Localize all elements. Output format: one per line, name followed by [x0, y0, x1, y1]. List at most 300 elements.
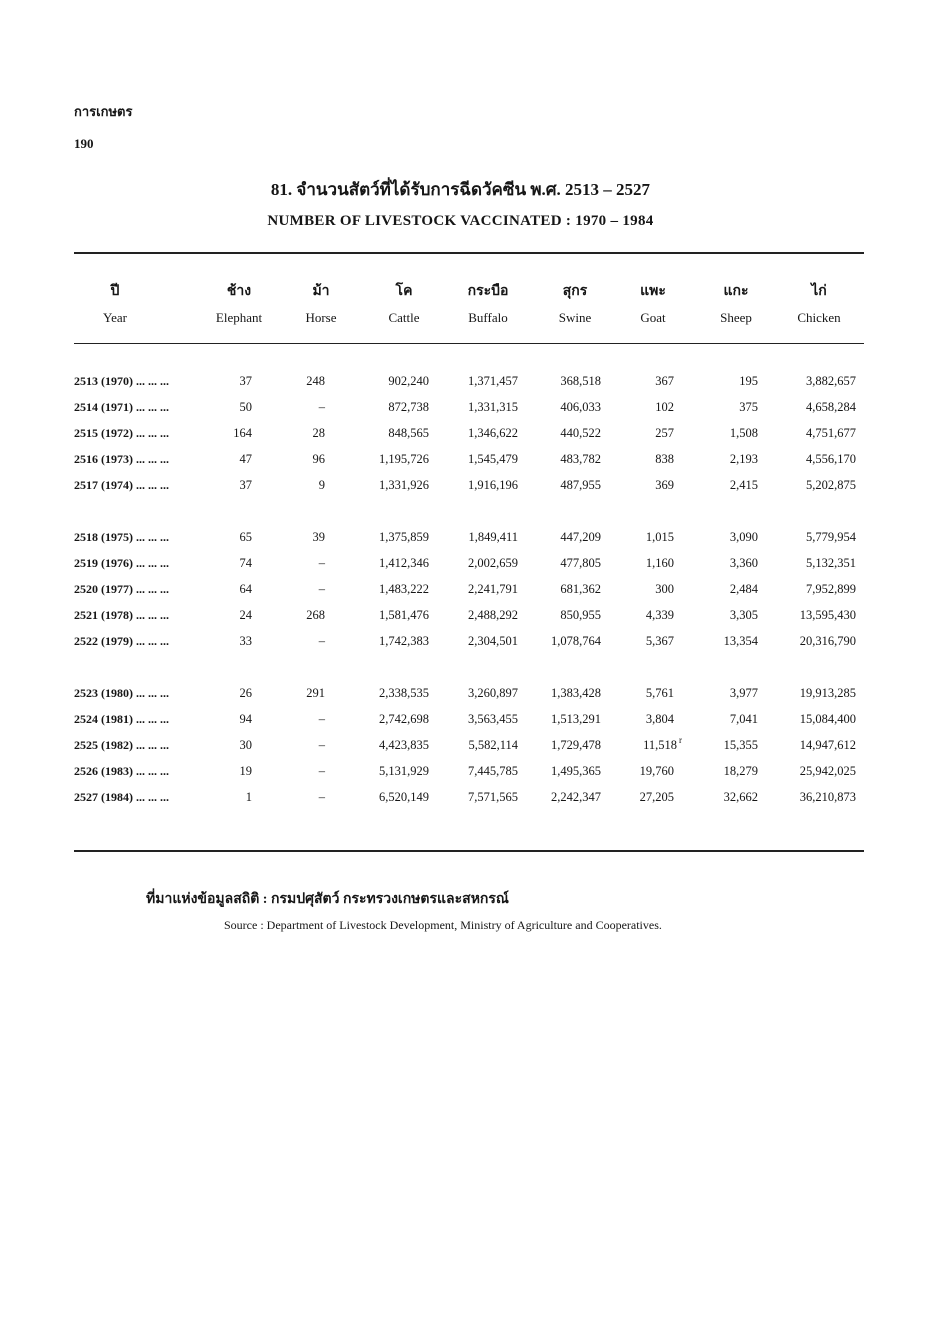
cell-chicken — [806, 426, 856, 441]
cell-cattle-value: 1,195,726 — [379, 452, 429, 466]
cell-elephant — [240, 452, 253, 467]
cell-swine — [551, 634, 601, 649]
cell-horse — [319, 634, 325, 649]
cell-horse — [313, 426, 326, 441]
cell-horse-value: 39 — [312, 530, 325, 544]
table-row — [74, 582, 864, 608]
cell-sheep-value: 2,193 — [729, 452, 758, 466]
cell-buffalo — [468, 738, 518, 753]
cell-elephant-value: 50 — [239, 400, 252, 414]
cell-sheep — [724, 790, 758, 805]
cell-buffalo — [468, 764, 518, 779]
cell-sheep-value: 1,508 — [729, 426, 758, 440]
cell-chicken — [806, 452, 856, 467]
cell-horse — [319, 478, 325, 493]
cell-horse-value: – — [318, 634, 325, 648]
table-row — [74, 790, 864, 816]
cell-swine — [551, 712, 601, 727]
column-header-english: Cattle — [388, 310, 420, 325]
cell-elephant — [233, 426, 252, 441]
column-header-chicken — [774, 280, 864, 326]
running-header: การเกษตร — [74, 104, 133, 119]
cell-horse — [313, 530, 326, 545]
cell-goat — [655, 452, 674, 467]
cell-sheep — [724, 634, 758, 649]
table-title-thai — [0, 176, 941, 203]
cell-buffalo — [468, 790, 518, 805]
cell-cattle — [388, 426, 429, 441]
cell-cattle-value: 4,423,835 — [379, 738, 429, 752]
cell-buffalo — [468, 426, 518, 441]
cell-swine — [551, 764, 601, 779]
cell-buffalo — [468, 374, 518, 389]
table-title-thai-text: 81. จำนวนสัตว์ที่ได้รับการฉีดวัคซีน พ.ศ. 2513 – 2527 — [270, 180, 651, 199]
cell-year: 2515 (1972) ... ... ... — [74, 426, 169, 440]
cell-swine-value: 1,078,764 — [551, 634, 601, 648]
cell-sheep-value: 32,662 — [723, 790, 758, 804]
cell-swine-value: 406,033 — [560, 400, 601, 414]
cell-elephant — [240, 582, 253, 597]
cell-year: 2527 (1984) ... ... ... — [74, 790, 169, 804]
cell-buffalo — [468, 634, 518, 649]
cell-sheep-value: 2,484 — [729, 582, 758, 596]
column-header-swine — [530, 280, 620, 326]
cell-swine — [560, 426, 601, 441]
cell-goat — [655, 374, 674, 389]
cell-buffalo — [468, 400, 518, 415]
cell-goat-value: 1,015 — [645, 530, 674, 544]
cell-cattle — [379, 582, 429, 597]
cell-sheep-value: 3,360 — [729, 556, 758, 570]
cell-chicken-value: 4,658,284 — [806, 400, 856, 414]
cell-goat — [646, 556, 674, 571]
cell-sheep-value: 195 — [739, 374, 758, 388]
cell-sheep-value: 15,355 — [723, 738, 758, 752]
cell-goat-value: 3,804 — [645, 712, 674, 726]
cell-elephant-value: 37 — [239, 374, 252, 388]
cell-swine-value: 681,362 — [560, 582, 601, 596]
cell-chicken — [806, 374, 856, 389]
cell-year: 2521 (1978) ... ... ... — [74, 608, 169, 622]
cell-elephant-value: 74 — [239, 556, 252, 570]
cell-elephant-value: 24 — [239, 608, 252, 622]
cell-horse-value: – — [318, 400, 325, 414]
table-row — [74, 530, 864, 556]
cell-goat — [646, 530, 674, 545]
cell-elephant — [240, 764, 253, 779]
column-header-year — [70, 280, 160, 326]
cell-horse — [319, 790, 325, 805]
column-header-english: Year — [103, 310, 127, 325]
cell-buffalo — [468, 556, 518, 571]
cell-goat-value: 5,761 — [645, 686, 674, 700]
cell-elephant-value: 19 — [239, 764, 252, 778]
cell-sheep-value: 3,977 — [729, 686, 758, 700]
cell-horse — [319, 556, 325, 571]
cell-chicken — [806, 478, 856, 493]
cell-buffalo-value: 2,488,292 — [468, 608, 518, 622]
column-header-thai: แพะ — [640, 284, 666, 299]
cell-horse — [306, 374, 325, 389]
cell-goat — [646, 712, 674, 727]
cell-sheep — [730, 712, 758, 727]
cell-swine — [560, 530, 601, 545]
cell-sheep — [739, 374, 758, 389]
cell-sheep — [724, 764, 758, 779]
cell-buffalo-value: 2,241,791 — [468, 582, 518, 596]
cell-goat-value: 257 — [655, 426, 674, 440]
cell-sheep — [730, 530, 758, 545]
cell-year: 2518 (1975) ... ... ... — [74, 530, 169, 544]
table-row — [74, 556, 864, 582]
table-row — [74, 764, 864, 790]
cell-elephant — [240, 374, 253, 389]
cell-goat-value: 19,760 — [639, 764, 674, 778]
cell-cattle-value: 2,338,535 — [379, 686, 429, 700]
cell-cattle — [379, 556, 429, 571]
table-row — [74, 634, 864, 660]
cell-chicken-value: 14,947,612 — [799, 738, 856, 752]
cell-swine-value: 1,729,478 — [551, 738, 601, 752]
cell-swine-value: 487,955 — [560, 478, 601, 492]
cell-chicken — [806, 530, 856, 545]
cell-year: 2516 (1973) ... ... ... — [74, 452, 169, 466]
cell-elephant — [240, 478, 253, 493]
cell-swine-value: 447,209 — [560, 530, 601, 544]
cell-year: 2524 (1981) ... ... ... — [74, 712, 169, 726]
cell-cattle-value: 6,520,149 — [379, 790, 429, 804]
column-header-thai: กระบือ — [467, 284, 509, 299]
cell-elephant-value: 65 — [239, 530, 252, 544]
cell-cattle-value: 1,331,926 — [379, 478, 429, 492]
column-header-english: Elephant — [215, 310, 263, 325]
cell-horse — [319, 400, 325, 415]
cell-swine — [560, 608, 601, 623]
column-header-thai: โค — [395, 284, 413, 299]
cell-cattle — [379, 764, 429, 779]
cell-elephant — [240, 608, 253, 623]
cell-horse — [306, 686, 325, 701]
cell-swine-value: 477,805 — [560, 556, 601, 570]
cell-chicken — [806, 556, 856, 571]
cell-swine-value: 1,383,428 — [551, 686, 601, 700]
cell-chicken-value: 19,913,285 — [799, 686, 856, 700]
cell-elephant — [240, 686, 253, 701]
cell-sheep-value: 3,090 — [729, 530, 758, 544]
bottom-rule — [74, 850, 864, 852]
cell-goat — [646, 608, 674, 623]
cell-buffalo — [468, 686, 518, 701]
cell-chicken — [800, 686, 856, 701]
column-header-english: Horse — [305, 310, 337, 325]
column-header-goat — [608, 280, 698, 326]
cell-swine — [560, 400, 601, 415]
header-rule — [74, 343, 864, 344]
cell-goat — [640, 790, 674, 805]
cell-goat-value: 4,339 — [645, 608, 674, 622]
column-header-english: Swine — [558, 310, 592, 325]
cell-buffalo-value: 3,563,455 — [468, 712, 518, 726]
cell-sheep-value: 7,041 — [729, 712, 758, 726]
cell-chicken — [806, 582, 856, 597]
cell-buffalo — [468, 530, 518, 545]
cell-cattle — [379, 478, 429, 493]
cell-elephant — [240, 400, 253, 415]
cell-chicken-value: 20,316,790 — [799, 634, 856, 648]
cell-goat-value: 102 — [655, 400, 674, 414]
cell-chicken — [800, 738, 856, 753]
cell-goat-value: 300 — [655, 582, 674, 596]
cell-chicken-value: 5,779,954 — [806, 530, 856, 544]
cell-goat — [646, 686, 674, 701]
cell-year: 2522 (1979) ... ... ... — [74, 634, 169, 648]
cell-chicken — [800, 790, 856, 805]
cell-elephant — [240, 530, 253, 545]
cell-swine — [560, 556, 601, 571]
cell-elephant — [240, 556, 253, 571]
cell-goat-value: 11,518 — [643, 738, 677, 752]
cell-elephant-value: 47 — [239, 452, 252, 466]
cell-elephant — [240, 634, 253, 649]
cell-swine-value: 483,782 — [560, 452, 601, 466]
cell-chicken-value: 4,751,677 — [806, 426, 856, 440]
table-row — [74, 686, 864, 712]
cell-goat — [655, 478, 674, 493]
cell-sheep-value: 375 — [739, 400, 758, 414]
cell-chicken-value: 4,556,170 — [806, 452, 856, 466]
cell-cattle-value: 902,240 — [388, 374, 429, 388]
cell-buffalo — [468, 712, 518, 727]
cell-buffalo-value: 1,545,479 — [468, 452, 518, 466]
cell-goat — [655, 400, 674, 415]
cell-cattle-value: 2,742,698 — [379, 712, 429, 726]
cell-horse — [319, 712, 325, 727]
cell-elephant-value: 33 — [239, 634, 252, 648]
cell-cattle — [379, 452, 429, 467]
cell-buffalo-value: 1,849,411 — [468, 530, 518, 544]
table-row — [74, 374, 864, 400]
column-header-elephant — [194, 280, 284, 326]
cell-sheep — [730, 478, 758, 493]
cell-chicken-value: 15,084,400 — [799, 712, 856, 726]
cell-year: 2513 (1970) ... ... ... — [74, 374, 169, 388]
cell-cattle — [379, 608, 429, 623]
table-row — [74, 400, 864, 426]
cell-buffalo — [468, 582, 518, 597]
cell-swine-value: 1,513,291 — [551, 712, 601, 726]
cell-elephant-value: 94 — [239, 712, 252, 726]
cell-horse — [319, 738, 325, 753]
cell-swine — [560, 374, 601, 389]
cell-cattle-value: 1,742,383 — [379, 634, 429, 648]
cell-swine — [560, 582, 601, 597]
cell-year: 2520 (1977) ... ... ... — [74, 582, 169, 596]
cell-sheep — [730, 426, 758, 441]
cell-year: 2525 (1982) ... ... ... — [74, 738, 169, 752]
cell-horse-value: 9 — [318, 478, 325, 492]
cell-sheep — [730, 582, 758, 597]
cell-swine-value: 850,955 — [560, 608, 601, 622]
cell-cattle — [379, 712, 429, 727]
column-header-thai: แกะ — [723, 284, 749, 299]
column-header-english: Chicken — [797, 310, 841, 325]
cell-chicken-value: 5,202,875 — [806, 478, 856, 492]
cell-buffalo-value: 5,582,114 — [468, 738, 518, 752]
cell-cattle — [379, 686, 429, 701]
cell-goat — [643, 735, 682, 753]
cell-goat-value: 838 — [655, 452, 674, 466]
revised-note-marker: r — [679, 735, 682, 745]
column-header-buffalo — [443, 280, 533, 326]
cell-horse-value: – — [318, 790, 325, 804]
cell-horse — [319, 582, 325, 597]
cell-year: 2526 (1983) ... ... ... — [74, 764, 169, 778]
cell-swine — [551, 738, 601, 753]
cell-sheep-value: 18,279 — [723, 764, 758, 778]
cell-buffalo-value: 7,445,785 — [468, 764, 518, 778]
table-row — [74, 735, 864, 764]
top-rule — [74, 252, 864, 254]
cell-goat — [640, 764, 674, 779]
cell-horse-value: 96 — [312, 452, 325, 466]
column-header-cattle — [359, 280, 449, 326]
cell-goat-value: 5,367 — [645, 634, 674, 648]
column-header-sheep — [691, 280, 781, 326]
cell-sheep — [730, 608, 758, 623]
cell-elephant-value: 30 — [239, 738, 252, 752]
cell-horse — [313, 452, 326, 467]
cell-chicken — [800, 608, 856, 623]
cell-year: 2523 (1980) ... ... ... — [74, 686, 169, 700]
cell-buffalo-value: 1,371,457 — [468, 374, 518, 388]
column-header-english: Buffalo — [468, 310, 508, 325]
cell-goat — [655, 426, 674, 441]
cell-horse-value: – — [318, 556, 325, 570]
cell-goat — [646, 634, 674, 649]
cell-horse-value: 28 — [312, 426, 325, 440]
cell-buffalo — [468, 452, 518, 467]
cell-buffalo — [468, 608, 518, 623]
cell-horse-value: – — [318, 582, 325, 596]
cell-buffalo-value: 2,002,659 — [468, 556, 518, 570]
table-row — [74, 478, 864, 504]
cell-cattle-value: 1,581,476 — [379, 608, 429, 622]
cell-cattle-value: 1,483,222 — [379, 582, 429, 596]
cell-chicken — [800, 764, 856, 779]
cell-swine — [551, 790, 601, 805]
cell-chicken-value: 5,132,351 — [806, 556, 856, 570]
cell-cattle-value: 872,738 — [388, 400, 429, 414]
cell-elephant — [240, 738, 253, 753]
cell-year: 2517 (1974) ... ... ... — [74, 478, 169, 492]
cell-horse-value: 248 — [306, 374, 325, 388]
cell-sheep — [730, 686, 758, 701]
table-title-english — [0, 213, 941, 230]
cell-sheep — [739, 400, 758, 415]
cell-goat-value: 369 — [655, 478, 674, 492]
cell-swine-value: 368,518 — [560, 374, 601, 388]
cell-buffalo-value: 1,331,315 — [468, 400, 518, 414]
column-header-english: Goat — [640, 310, 666, 325]
column-header-english: Sheep — [720, 310, 752, 325]
cell-chicken — [800, 712, 856, 727]
cell-year: 2519 (1976) ... ... ... — [74, 556, 169, 570]
cell-sheep — [730, 452, 758, 467]
cell-chicken-value: 25,942,025 — [799, 764, 856, 778]
cell-goat-value: 27,205 — [639, 790, 674, 804]
cell-elephant-value: 26 — [239, 686, 252, 700]
cell-goat-value: 367 — [655, 374, 674, 388]
cell-cattle — [388, 374, 429, 389]
column-header-thai: ไก่ — [811, 284, 827, 299]
cell-buffalo-value: 1,346,622 — [468, 426, 518, 440]
cell-horse — [319, 764, 325, 779]
cell-horse-value: 291 — [306, 686, 325, 700]
cell-cattle-value: 1,412,346 — [379, 556, 429, 570]
cell-elephant-value: 64 — [239, 582, 252, 596]
cell-goat-value: 1,160 — [645, 556, 674, 570]
cell-cattle — [379, 738, 429, 753]
cell-horse-value: – — [318, 738, 325, 752]
cell-cattle-value: 1,375,859 — [379, 530, 429, 544]
cell-cattle-value: 848,565 — [388, 426, 429, 440]
column-header-thai: ช้าง — [226, 284, 252, 299]
cell-horse-value: – — [318, 764, 325, 778]
column-header-horse — [276, 280, 366, 326]
cell-cattle-value: 5,131,929 — [379, 764, 429, 778]
cell-cattle — [379, 790, 429, 805]
cell-elephant — [246, 790, 252, 805]
cell-cattle — [379, 530, 429, 545]
cell-chicken-value: 13,595,430 — [799, 608, 856, 622]
cell-sheep-value: 13,354 — [723, 634, 758, 648]
cell-year: 2514 (1971) ... ... ... — [74, 400, 169, 414]
cell-buffalo — [468, 478, 518, 493]
cell-sheep-value: 3,305 — [729, 608, 758, 622]
cell-chicken-value: 3,882,657 — [806, 374, 856, 388]
page-number: 190 — [74, 136, 94, 151]
cell-swine-value: 2,242,347 — [551, 790, 601, 804]
cell-cattle — [388, 400, 429, 415]
cell-elephant-value: 164 — [233, 426, 252, 440]
cell-cattle — [379, 634, 429, 649]
cell-horse-value: – — [318, 712, 325, 726]
cell-swine — [560, 452, 601, 467]
cell-horse — [306, 608, 325, 623]
cell-buffalo-value: 2,304,501 — [468, 634, 518, 648]
cell-swine-value: 1,495,365 — [551, 764, 601, 778]
table-row — [74, 452, 864, 478]
table-row — [74, 426, 864, 452]
cell-elephant — [240, 712, 253, 727]
cell-horse-value: 268 — [306, 608, 325, 622]
cell-elephant-value: 37 — [239, 478, 252, 492]
cell-sheep — [730, 556, 758, 571]
cell-chicken-value: 36,210,873 — [799, 790, 856, 804]
cell-buffalo-value: 3,260,897 — [468, 686, 518, 700]
cell-goat — [655, 582, 674, 597]
source-english: Source : Department of Livestock Development, Ministry of Agriculture and Cooperatives. — [224, 918, 662, 932]
cell-swine — [560, 478, 601, 493]
cell-buffalo-value: 7,571,565 — [468, 790, 518, 804]
cell-swine-value: 440,522 — [560, 426, 601, 440]
table-row — [74, 712, 864, 738]
source-thai: ที่มาแห่งข้อมูลสถิติ : กรมปศุสัตว์ กระทรวงเกษตรและสหกรณ์ — [146, 892, 509, 907]
column-header-thai: ปี — [110, 284, 120, 299]
column-header-thai: สุกร — [562, 284, 588, 299]
cell-sheep — [724, 738, 758, 753]
table-row — [74, 608, 864, 634]
